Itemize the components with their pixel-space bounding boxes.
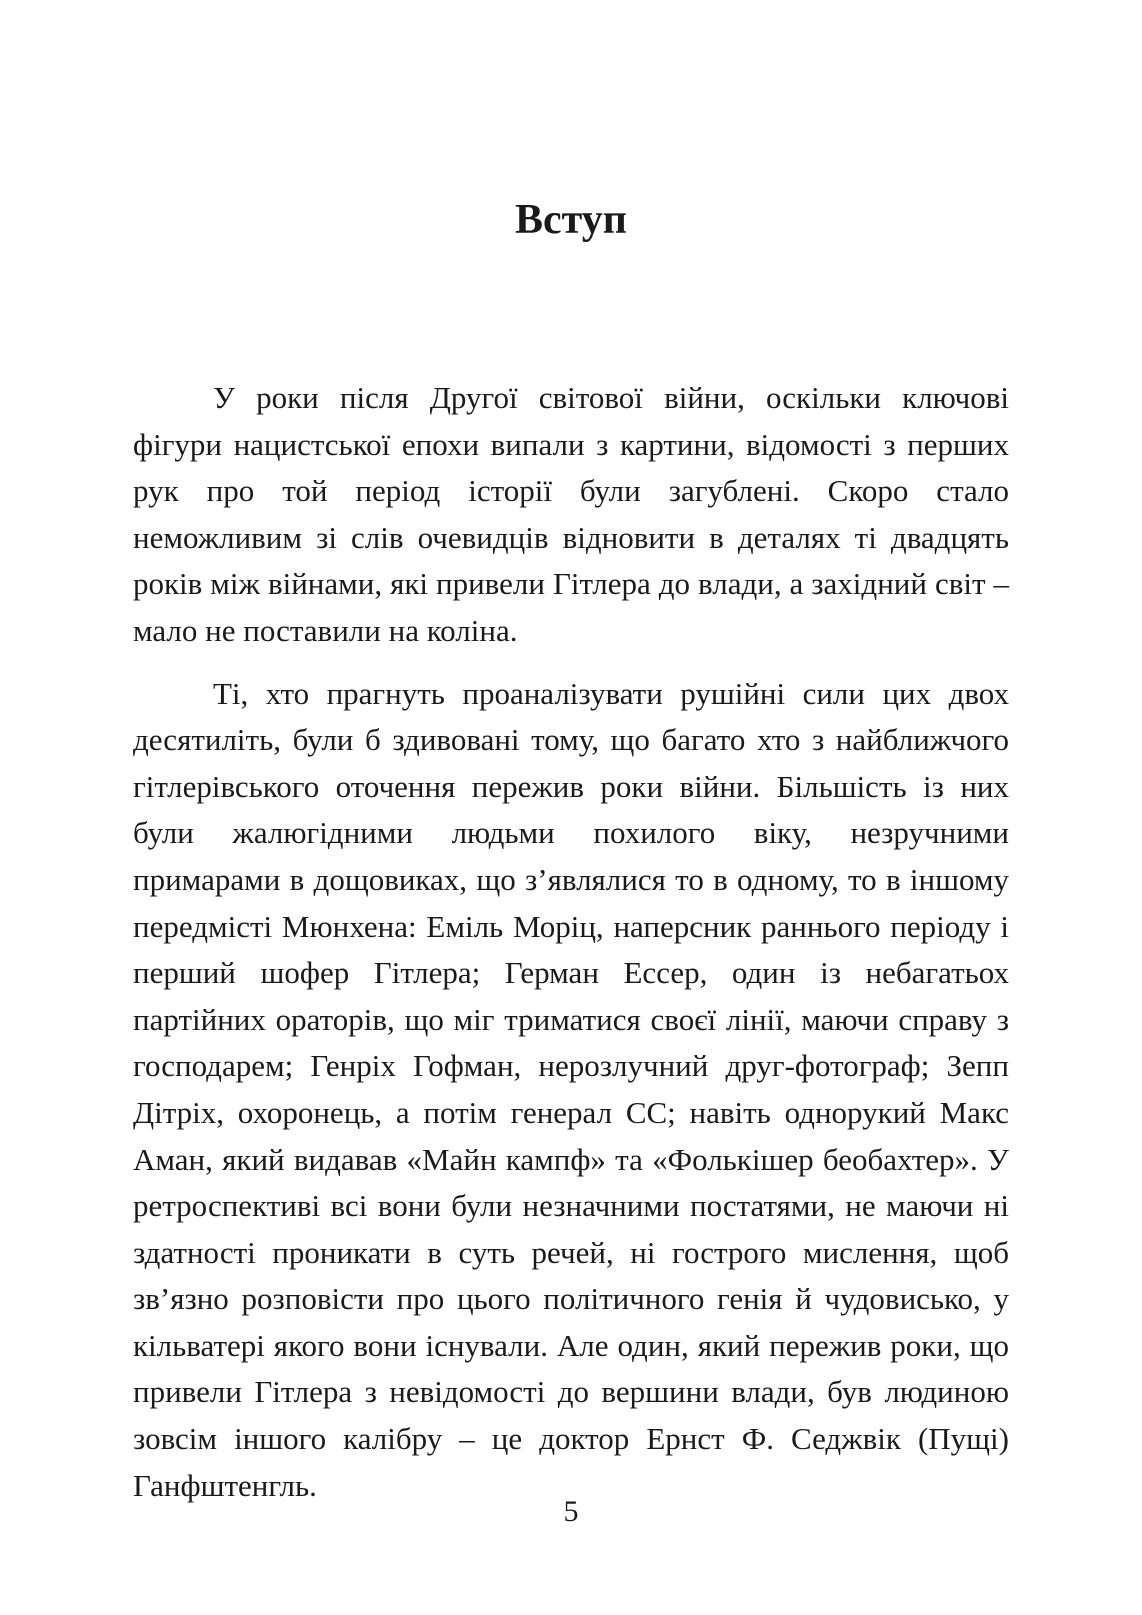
chapter-title: Вступ	[515, 197, 627, 243]
chapter-body	[133, 375, 1009, 1525]
paragraph: Ті, хто прагнуть проаналізувати рушійні сили цих двох десятиліть, були б здивовані тому, що багато хто з найближчого гітлерівського оточення пережив роки війни. Більшість із них були жалюгідними людьми похилого віку, незручними примарами в дощовиках, що з’являлися то в одному, то в іншому передмісті Мюнхена: Еміль Моріц, наперсник раннього періоду і перший шофер Гітлера; Герман Ессер, один із небагатьох партійних ораторів, що міг триматися своєї лінії, маючи справу з господарем; Генріх Гофман, нерозлучний друг-фотограф; Зепп Дітріх, охоронець, а потім генерал СС; навіть однорукий Макс Аман, який видавав «Майн кампф» та «Фолькішер беобахтер». У ретроспективі всі вони були незначними постатями, не маючи ні здатності проникати в суть речей, ні гострого мислення, щоб зв’язно розповісти про цього політичного генія й чудовисько, у кільватері якого вони існували. Але один, який пережив роки, що привели Гітлера з невідомості до вершини влади, був людиною зовсім іншого калібру – це доктор Ернст Ф. Седжвік (Пущі) Ганфштенгль.	[133, 675, 1009, 1503]
page-number: 5	[563, 1495, 579, 1528]
paragraph: У роки після Другої світової війни, оскільки ключові фігури нацистської епохи випали з картини, відомості з перших рук про той період історії були загублені. Скоро стало неможливим зі слів очевидців відновити в деталях ті двадцять років між війнами, які привели Гітлера до влади, а західний світ – мало не поставили на коліна.	[133, 380, 1009, 648]
